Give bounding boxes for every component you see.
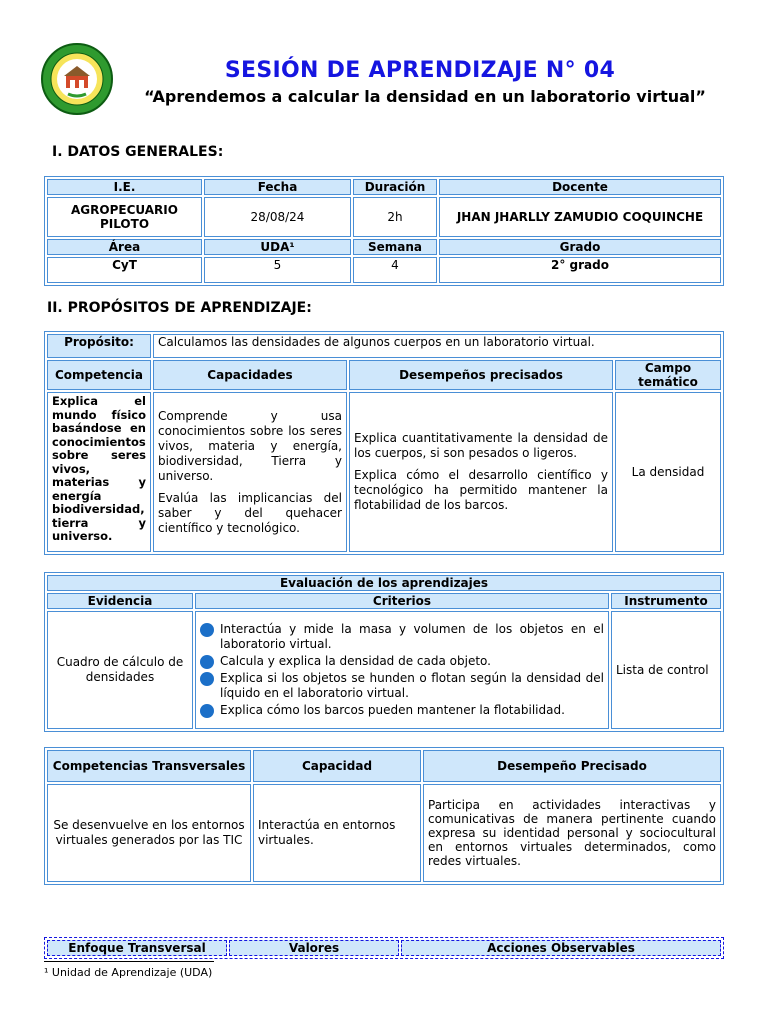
duracion-value: 2h <box>353 197 437 237</box>
competencia-transversal-value: Se desenvuelve en los entornos virtuales generados por las TIC <box>47 784 251 882</box>
purposes-table <box>44 331 724 555</box>
criterios-list <box>195 611 609 729</box>
bullet-icon <box>200 672 214 686</box>
ie-value: AGROPECUARIO PILOTO <box>47 197 202 237</box>
proposito-value: Calculamos las densidades de algunos cuerpos en un laboratorio virtual. <box>153 334 721 358</box>
capacidad-2: Evalúa las implicancias del saber y del quehacer científico y tecnológico. <box>158 490 342 535</box>
school-logo <box>40 42 114 116</box>
bullet-icon <box>200 704 214 718</box>
evidencia-value: Cuadro de cálculo de densidades <box>47 611 193 729</box>
header-semana: Semana <box>353 239 437 255</box>
evaluation-table <box>44 572 724 732</box>
header-criterios: Criterios <box>195 593 609 609</box>
desempeno-precisado-value: Participa en actividades interactivas y comunicativas de manera pertinente cuando expresa su identidad personal y sociocultural en entornos virtuales determinados, como redes virtuales. <box>423 784 721 882</box>
session-title: SESIÓN DE APRENDIZAJE N° 04 <box>224 58 616 83</box>
desempenos-cell <box>349 392 613 552</box>
instrumento-value: Lista de control <box>611 611 721 729</box>
area-value: CyT <box>47 257 202 283</box>
header-valores: Valores <box>229 940 399 956</box>
general-data-table <box>44 176 724 286</box>
docente-value: JHAN JHARLLY ZAMUDIO COQUINCHE <box>439 197 721 237</box>
capacidades-cell <box>153 392 347 552</box>
grado-value: 2° grado <box>439 257 721 283</box>
bullet-icon <box>200 655 214 669</box>
capacidad-value: Interactúa en entornos virtuales. <box>253 784 421 882</box>
header-competencia: Competencia <box>47 360 151 390</box>
header-competencias-transversales: Competencias Transversales <box>47 750 251 782</box>
semana-value: 4 <box>353 257 437 283</box>
header-grado: Grado <box>439 239 721 255</box>
header-uda: UDA¹ <box>204 239 351 255</box>
fecha-value: 28/08/24 <box>204 197 351 237</box>
header-docente: Docente <box>439 179 721 195</box>
desempeno-2: Explica cómo el desarrollo científico y tecnológico ha permitido mantener la flotabilidad de los barcos. <box>354 468 608 512</box>
capacidad-1: Comprende y usa conocimientos sobre los seres vivos, materia y energía, biodiversidad, Tierra y universo. <box>158 408 342 483</box>
header-instrumento: Instrumento <box>611 593 721 609</box>
footnote: ¹ Unidad de Aprendizaje (UDA) <box>44 966 213 979</box>
header-ie: I.E. <box>47 179 202 195</box>
footnote-divider <box>44 961 214 962</box>
campo-tematico-value: La densidad <box>615 392 721 552</box>
header-enfoque: Enfoque Transversal <box>47 940 227 956</box>
competencia-value: Explica el mundo físico basándose en conocimientos sobre seres vivos, materias y energía biodiversidad, tierra y universo. <box>47 392 151 552</box>
transversal-competencies-table <box>44 747 724 885</box>
uda-value: 5 <box>204 257 351 283</box>
header-proposito: Propósito: <box>47 334 151 358</box>
header-desempenos: Desempeños precisados <box>349 360 613 390</box>
list-item: Explica cómo los barcos pueden mantener la flotabilidad. <box>200 703 604 718</box>
header-evidencia: Evidencia <box>47 593 193 609</box>
header-duracion: Duración <box>353 179 437 195</box>
header-acciones: Acciones Observables <box>401 940 721 956</box>
evaluation-title: Evaluación de los aprendizajes <box>47 575 721 591</box>
header-fecha: Fecha <box>204 179 351 195</box>
header-desempeno-precisado: Desempeño Precisado <box>423 750 721 782</box>
session-subtitle: “Aprendemos a calcular la densidad en un laboratorio virtual” <box>144 87 706 106</box>
section-datos-generales: I. DATOS GENERALES: <box>52 144 224 160</box>
section-propositos: II. PROPÓSITOS DE APRENDIZAJE: <box>47 300 312 316</box>
header-campo-tematico: Campo temático <box>615 360 721 390</box>
header-capacidad: Capacidad <box>253 750 421 782</box>
bullet-icon <box>200 623 214 637</box>
list-item: Interactúa y mide la masa y volumen de los objetos en el laboratorio virtual. <box>200 622 604 652</box>
header-capacidades: Capacidades <box>153 360 347 390</box>
list-item: Calcula y explica la densidad de cada objeto. <box>200 654 604 669</box>
header-area: Área <box>47 239 202 255</box>
cross-cutting-approach-table <box>44 937 724 959</box>
desempeno-1: Explica cuantitativamente la densidad de los cuerpos, si son pesados o ligeros. <box>354 431 608 460</box>
list-item: Explica si los objetos se hunden o flotan según la densidad del líquido en el laboratorio virtual. <box>200 671 604 701</box>
